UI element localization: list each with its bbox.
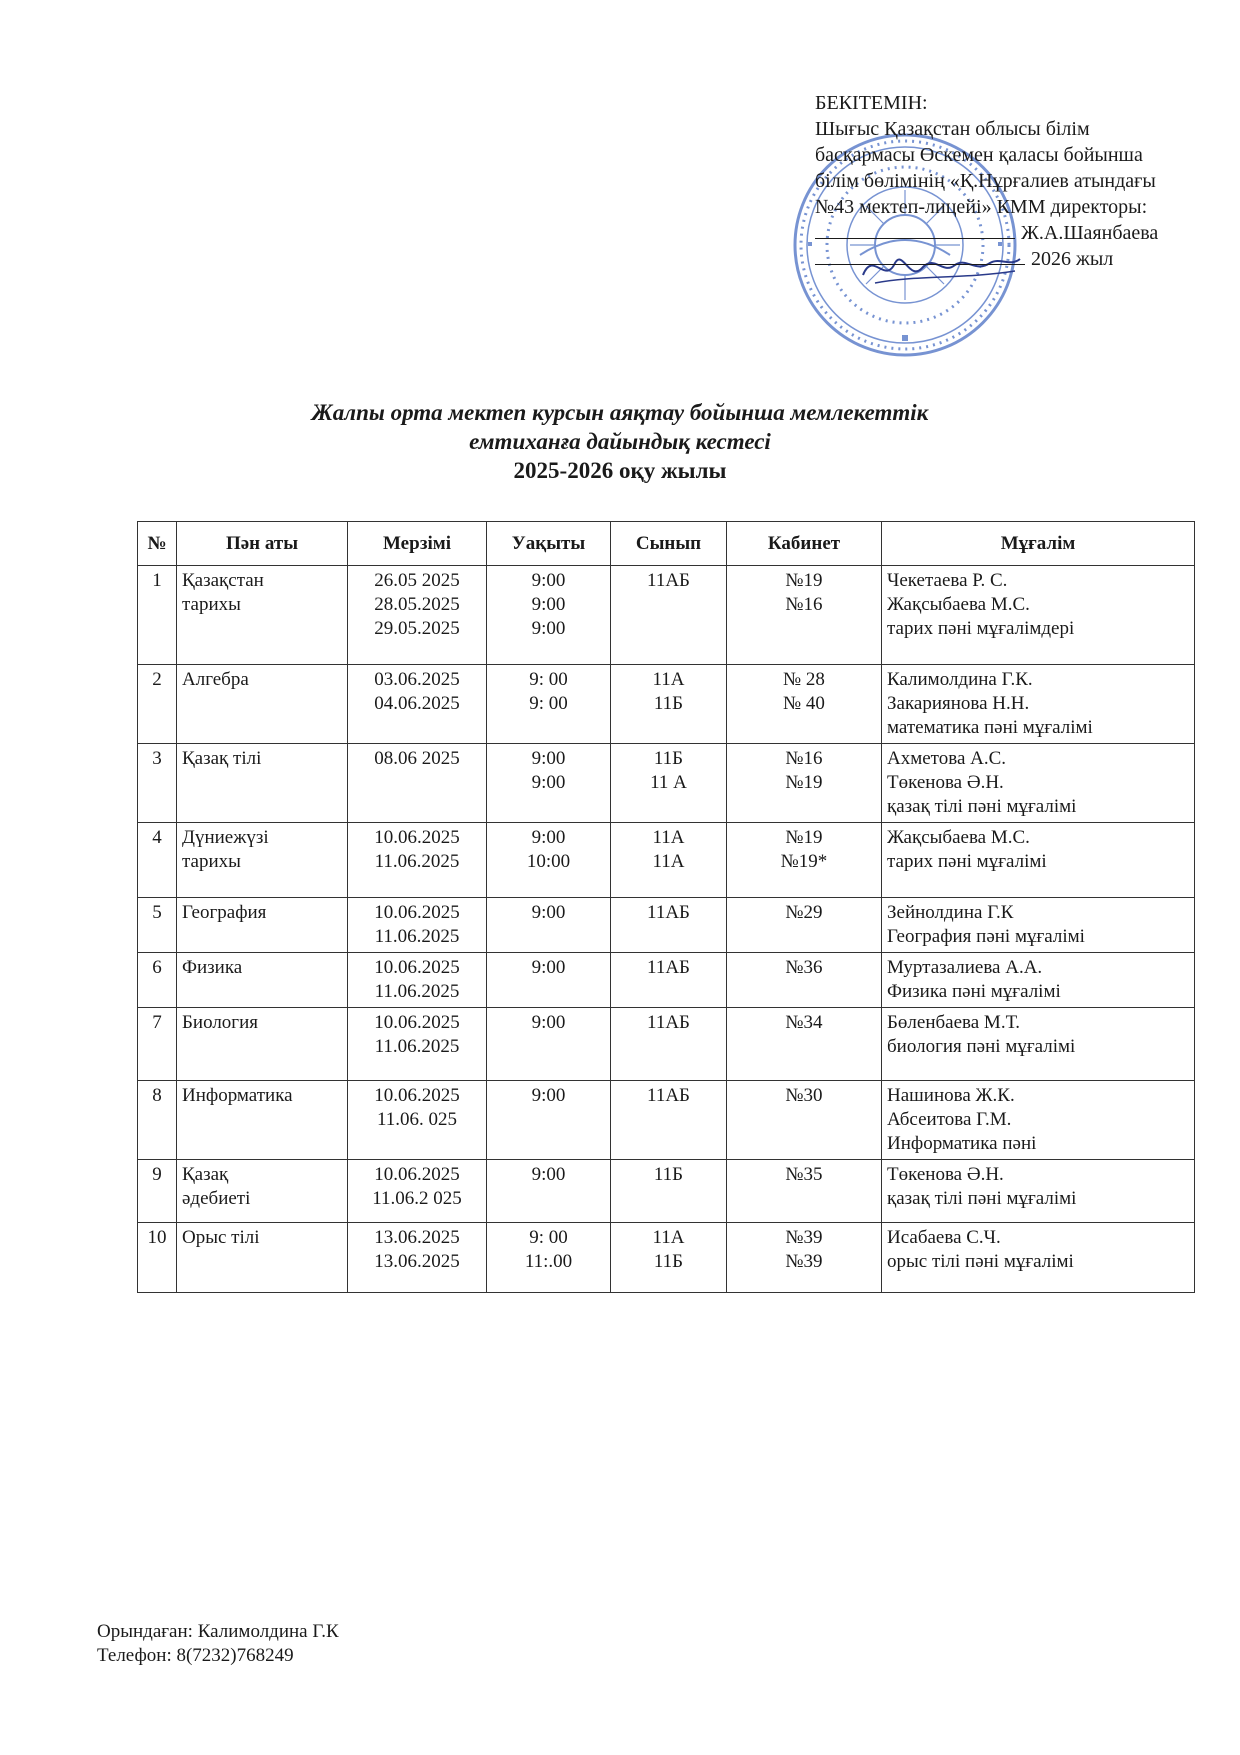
- class-cell: [611, 898, 727, 953]
- room-cell-line: № 40: [783, 693, 825, 714]
- teacher-cell-line: Төкенова Ә.Н.: [887, 772, 1004, 793]
- times-cell-line: 9:00: [531, 1164, 566, 1185]
- header-cell: Сынып: [611, 522, 727, 566]
- class-cell-line: 11Б: [653, 748, 684, 769]
- teacher-cell: [882, 953, 1195, 1008]
- class-cell: [611, 1223, 727, 1293]
- times-cell: [487, 744, 611, 823]
- times-cell-line: 9:00: [531, 1085, 566, 1106]
- room-cell: [727, 1081, 882, 1160]
- room-cell-line: №19*: [780, 851, 828, 872]
- room-cell-line: №30: [785, 1085, 823, 1106]
- table-row: [138, 1223, 1195, 1293]
- date-blank: [815, 246, 1025, 265]
- header-cell: Мерзімі: [348, 522, 487, 566]
- room-cell: [727, 953, 882, 1008]
- approval-line: білім бөлімінің «Қ.Нұрғалиев атындағы: [815, 170, 1156, 192]
- title-line-2: емтиханға дайындық кестесі: [469, 429, 771, 454]
- header-cell: Мұғалім: [882, 522, 1195, 566]
- teacher-cell-line: Зейнолдина Г.К: [887, 902, 1014, 923]
- class-cell: [611, 1008, 727, 1081]
- dates-cell: [348, 566, 487, 665]
- title-line-3: 2025-2026 оқу жылы: [513, 458, 727, 483]
- times-cell: [487, 898, 611, 953]
- row-number: 5: [138, 898, 177, 953]
- dates-cell: [348, 665, 487, 744]
- table-row: [138, 823, 1195, 898]
- teacher-cell-line: Ахметова А.С.: [887, 748, 1007, 769]
- subject-cell-line: Биология: [182, 1012, 259, 1033]
- dates-cell: [348, 1081, 487, 1160]
- teacher-cell: [882, 898, 1195, 953]
- approval-line: №43 мектеп-лицейі» КММ директоры:: [815, 196, 1148, 218]
- table-row: [138, 1008, 1195, 1081]
- times-cell-line: 9: 00: [529, 1227, 568, 1248]
- subject-cell-line: Физика: [182, 957, 243, 978]
- table-header-row: [138, 522, 1195, 566]
- times-cell: [487, 1008, 611, 1081]
- room-cell-line: №16: [785, 594, 823, 615]
- dates-cell-line: 10.06.2025: [374, 1085, 460, 1106]
- class-cell-line: 11АБ: [647, 957, 690, 978]
- dates-cell-line: 10.06.2025: [374, 902, 460, 923]
- teacher-cell-line: математика пәні мұғалімі: [887, 717, 1093, 738]
- room-cell-line: № 28: [783, 669, 825, 690]
- approval-heading: БЕКІТЕМІН:: [815, 92, 928, 114]
- room-cell-line: №36: [785, 957, 823, 978]
- dates-cell-line: 26.05 2025: [374, 570, 460, 591]
- teacher-cell-line: Төкенова Ә.Н.: [887, 1164, 1004, 1185]
- teacher-cell: [882, 1160, 1195, 1223]
- table-row: [138, 898, 1195, 953]
- teacher-cell-line: Чекетаева Р. С.: [887, 570, 1008, 591]
- times-cell: [487, 1160, 611, 1223]
- teacher-cell-line: қазақ тілі пәні мұғалімі: [887, 796, 1077, 817]
- teacher-cell-line: Физика пәні мұғалімі: [887, 981, 1061, 1002]
- teacher-cell-line: Нашинова Ж.К.: [887, 1085, 1015, 1106]
- phone-row: [97, 1644, 339, 1668]
- table-row: [138, 953, 1195, 1008]
- director-name: Ж.А.Шаянбаева: [1021, 222, 1159, 244]
- subject-cell: [177, 665, 348, 744]
- dates-cell: [348, 953, 487, 1008]
- dates-cell-line: 29.05.2025: [374, 618, 460, 639]
- dates-cell-line: 28.05.2025: [374, 594, 460, 615]
- row-number: 2: [138, 665, 177, 744]
- dates-cell-line: 13.06.2025: [374, 1227, 460, 1248]
- class-cell: [611, 1081, 727, 1160]
- times-cell-line: 9: 00: [529, 693, 568, 714]
- class-cell-line: 11А: [652, 1227, 685, 1248]
- row-number: 6: [138, 953, 177, 1008]
- dates-cell-line: 10.06.2025: [374, 957, 460, 978]
- row-number: 10: [138, 1223, 177, 1293]
- class-cell-line: 11Б: [653, 693, 684, 714]
- times-cell-line: 9:00: [531, 594, 566, 615]
- times-cell: [487, 953, 611, 1008]
- dates-cell-line: 11.06.2025: [374, 926, 460, 947]
- times-cell: [487, 665, 611, 744]
- times-cell-line: 9:00: [531, 772, 566, 793]
- teacher-cell-line: Жақсыбаева М.С.: [887, 594, 1030, 615]
- times-cell-line: 9:00: [531, 748, 566, 769]
- row-number: 4: [138, 823, 177, 898]
- room-cell: [727, 1008, 882, 1081]
- room-cell-line: №19: [785, 570, 823, 591]
- document-title: [0, 398, 1240, 485]
- class-cell: [611, 1160, 727, 1223]
- dates-cell-line: 13.06.2025: [374, 1251, 460, 1272]
- teacher-cell-line: тарих пәні мұғалімі: [887, 851, 1047, 872]
- room-cell: [727, 1223, 882, 1293]
- times-cell-line: 11:.00: [524, 1251, 573, 1272]
- subject-cell-line: Қазақ: [182, 1164, 229, 1185]
- class-cell-line: 11АБ: [647, 1085, 690, 1106]
- class-cell-line: 11Б: [653, 1251, 684, 1272]
- subject-cell-line: Орыс тілі: [182, 1227, 260, 1248]
- times-cell-line: 10:00: [526, 851, 571, 872]
- room-cell-line: №16: [785, 748, 823, 769]
- phone-label: Телефон:: [97, 1645, 172, 1666]
- subject-cell: [177, 1160, 348, 1223]
- teacher-cell-line: тарих пәні мұғалімдері: [887, 618, 1075, 639]
- class-cell: [611, 566, 727, 665]
- dates-cell-line: 11.06. 025: [376, 1109, 458, 1130]
- table-row: [138, 1160, 1195, 1223]
- teacher-cell-line: География пәні мұғалімі: [887, 926, 1085, 947]
- dates-cell-line: 10.06.2025: [374, 1164, 460, 1185]
- dates-cell: [348, 823, 487, 898]
- room-cell-line: №35: [785, 1164, 823, 1185]
- class-cell: [611, 665, 727, 744]
- subject-cell-line: тарихы: [182, 594, 241, 615]
- dates-cell-line: 04.06.2025: [374, 693, 460, 714]
- dates-cell-line: 11.06.2025: [374, 1036, 460, 1057]
- table-row: [138, 1081, 1195, 1160]
- teacher-cell-line: Абсеитова Г.М.: [887, 1109, 1012, 1130]
- subject-cell-line: Дүниежүзі: [182, 827, 269, 848]
- prepared-name: Калимолдина Г.К: [197, 1621, 339, 1642]
- title-line-1: Жалпы орта мектеп курсын аяқтау бойынша мемлекеттік: [311, 400, 929, 425]
- subject-cell-line: Қазақстан: [182, 570, 264, 591]
- date-row: [815, 246, 1235, 272]
- dates-cell: [348, 1008, 487, 1081]
- row-number: 7: [138, 1008, 177, 1081]
- dates-cell: [348, 1223, 487, 1293]
- subject-cell: [177, 1081, 348, 1160]
- exam-schedule-table: [137, 521, 1195, 1293]
- times-cell-line: 9: 00: [529, 669, 568, 690]
- subject-cell-line: әдебиеті: [182, 1188, 251, 1209]
- dates-cell-line: 11.06.2 025: [372, 1188, 462, 1209]
- subject-cell: [177, 566, 348, 665]
- times-cell-line: 9:00: [531, 570, 566, 591]
- subject-cell: [177, 1223, 348, 1293]
- times-cell-line: 9:00: [531, 957, 566, 978]
- subject-cell-line: Информатика: [182, 1085, 293, 1106]
- class-cell-line: 11Б: [653, 1164, 684, 1185]
- subject-cell-line: тарихы: [182, 851, 241, 872]
- class-cell: [611, 823, 727, 898]
- teacher-cell-line: биология пәні мұғалімі: [887, 1036, 1076, 1057]
- header-cell: Уақыты: [487, 522, 611, 566]
- dates-cell-line: 11.06.2025: [374, 981, 460, 1002]
- room-cell: [727, 898, 882, 953]
- subject-cell: [177, 898, 348, 953]
- dates-cell-line: 08.06 2025: [374, 748, 460, 769]
- dates-cell-line: 11.06.2025: [374, 851, 460, 872]
- signature-blank: [815, 220, 1015, 239]
- teacher-cell-line: Закариянова Н.Н.: [887, 693, 1030, 714]
- class-cell: [611, 953, 727, 1008]
- subject-cell-line: Қазақ тілі: [182, 748, 262, 769]
- class-cell-line: 11А: [652, 827, 685, 848]
- dates-cell-line: 03.06.2025: [374, 669, 460, 690]
- teacher-cell-line: Исабаева С.Ч.: [887, 1227, 1001, 1248]
- class-cell-line: 11АБ: [647, 1012, 690, 1033]
- header-cell: №: [138, 522, 177, 566]
- teacher-cell: [882, 665, 1195, 744]
- approval-line: Шығыс Қазақстан облысы білім: [815, 118, 1090, 140]
- room-cell: [727, 823, 882, 898]
- teacher-cell: [882, 823, 1195, 898]
- room-cell-line: №39: [785, 1251, 823, 1272]
- approval-year: 2026 жыл: [1031, 248, 1114, 270]
- room-cell: [727, 665, 882, 744]
- subject-cell: [177, 823, 348, 898]
- times-cell: [487, 1223, 611, 1293]
- times-cell-line: 9:00: [531, 827, 566, 848]
- class-cell-line: 11 А: [650, 772, 687, 793]
- teacher-cell-line: қазақ тілі пәні мұғалімі: [887, 1188, 1077, 1209]
- row-number: 1: [138, 566, 177, 665]
- room-cell: [727, 1160, 882, 1223]
- teacher-cell-line: орыс тілі пәні мұғалімі: [887, 1251, 1074, 1272]
- row-number: 9: [138, 1160, 177, 1223]
- table-row: [138, 566, 1195, 665]
- teacher-cell: [882, 1223, 1195, 1293]
- subject-cell: [177, 953, 348, 1008]
- subject-cell-line: География: [182, 902, 267, 923]
- room-cell: [727, 566, 882, 665]
- times-cell-line: 9:00: [531, 1012, 566, 1033]
- prepared-label: Орындаған:: [97, 1621, 193, 1642]
- class-cell-line: 11А: [652, 669, 685, 690]
- times-cell-line: 9:00: [531, 902, 566, 923]
- dates-cell: [348, 898, 487, 953]
- teacher-cell: [882, 1081, 1195, 1160]
- times-cell-line: 9:00: [531, 618, 566, 639]
- dates-cell: [348, 1160, 487, 1223]
- header-cell: Кабинет: [727, 522, 882, 566]
- teacher-cell-line: Жақсыбаева М.С.: [887, 827, 1030, 848]
- room-cell-line: №39: [785, 1227, 823, 1248]
- room-cell-line: №19: [785, 772, 823, 793]
- times-cell: [487, 823, 611, 898]
- subject-cell-line: Алгебра: [182, 669, 249, 690]
- prepared-by-row: [97, 1620, 339, 1644]
- subject-cell: [177, 1008, 348, 1081]
- times-cell: [487, 566, 611, 665]
- class-cell-line: 11А: [652, 851, 685, 872]
- approval-block: [815, 90, 1235, 272]
- room-cell: [727, 744, 882, 823]
- header-cell: Пән аты: [177, 522, 348, 566]
- row-number: 3: [138, 744, 177, 823]
- phone-number: 8(7232)768249: [176, 1645, 294, 1666]
- teacher-cell: [882, 744, 1195, 823]
- times-cell: [487, 1081, 611, 1160]
- dates-cell-line: 10.06.2025: [374, 827, 460, 848]
- class-cell-line: 11АБ: [647, 902, 690, 923]
- class-cell-line: 11АБ: [647, 570, 690, 591]
- teacher-cell: [882, 1008, 1195, 1081]
- teacher-cell-line: Бөленбаева М.Т.: [887, 1012, 1021, 1033]
- teacher-cell: [882, 566, 1195, 665]
- director-signature-row: [815, 220, 1235, 246]
- room-cell-line: №29: [785, 902, 823, 923]
- subject-cell: [177, 744, 348, 823]
- approval-line: басқармасы Өскемен қаласы бойынша: [815, 144, 1143, 166]
- teacher-cell-line: Калимолдина Г.К.: [887, 669, 1033, 690]
- footer: [97, 1620, 339, 1668]
- dates-cell: [348, 744, 487, 823]
- table-body: [138, 566, 1195, 1293]
- room-cell-line: №19: [785, 827, 823, 848]
- teacher-cell-line: Информатика пәні: [887, 1133, 1037, 1154]
- table-row: [138, 665, 1195, 744]
- row-number: 8: [138, 1081, 177, 1160]
- dates-cell-line: 10.06.2025: [374, 1012, 460, 1033]
- class-cell: [611, 744, 727, 823]
- room-cell-line: №34: [785, 1012, 823, 1033]
- table-row: [138, 744, 1195, 823]
- teacher-cell-line: Муртазалиева А.А.: [887, 957, 1043, 978]
